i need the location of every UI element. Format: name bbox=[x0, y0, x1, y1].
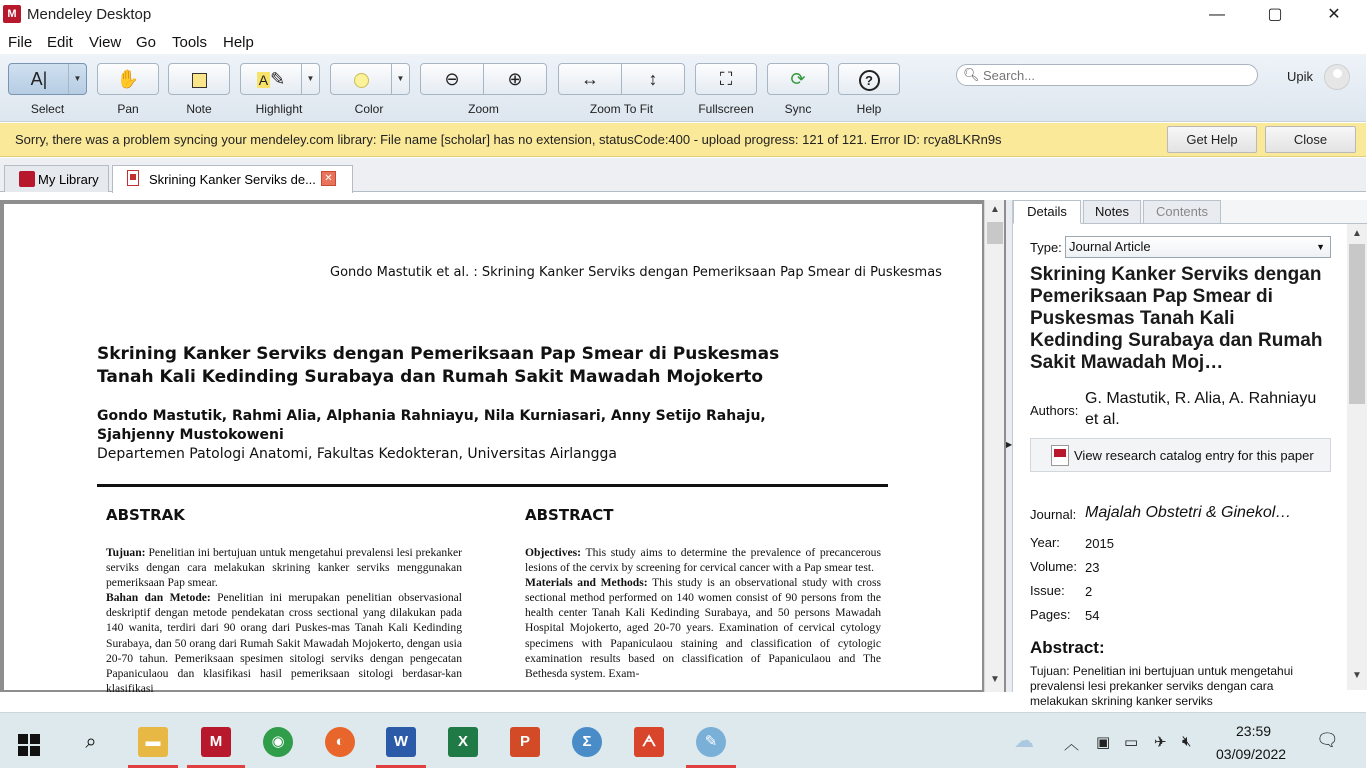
scroll-up-icon[interactable]: ▲ bbox=[990, 204, 1000, 215]
abstrak-paragraph: Tujuan: Penelitian ini bertujuan untuk mengetahui prevalensi lesi prekanker serviks dengan cara melakukan skrining kanker serviks menggunakan pemeriksaan Pap smear. bbox=[106, 546, 462, 590]
select-label: Select bbox=[30, 102, 65, 116]
menu-bar bbox=[0, 30, 1366, 54]
abstract-column bbox=[525, 545, 881, 681]
abstract-heading: Abstract: bbox=[1030, 638, 1105, 657]
pdf-title bbox=[97, 343, 779, 389]
tab-pdf-document[interactable] bbox=[112, 165, 353, 193]
notifications-icon[interactable]: 🗨︎ bbox=[1316, 730, 1339, 750]
vertical-arrows-icon: ↕ bbox=[648, 69, 658, 89]
zoom-out-button[interactable] bbox=[420, 63, 484, 95]
pdf-authors-line: Gondo Mastutik, Rahmi Alia, Alphania Rahniayu, Nila Kurniasari, Anny Setijo Rahaju, bbox=[97, 408, 766, 424]
pdf-affiliation: Departemen Patologi Anatomi, Fakultas Kedokteran, Universitas Airlangga bbox=[97, 446, 617, 462]
catalog-button-label: View research catalog entry for this paper bbox=[1074, 448, 1314, 463]
menu-help[interactable]: Help bbox=[223, 34, 254, 51]
scroll-down-icon[interactable]: ▼ bbox=[1352, 670, 1362, 681]
pdf-divider bbox=[97, 484, 888, 487]
abstract-text[interactable]: Tujuan: Penelitian ini bertujuan untuk mengetahui prevalensi lesi prekanker serviks dengan cara melakukan skrining kanker serviks bbox=[1030, 664, 1294, 708]
sync-error-message: Sorry, there was a problem syncing your mendeley.com library: File name [scholar] has no extension, statusCode:400 - upload progress: 121 of 121. Error ID: rcya8LKRn9s bbox=[15, 132, 1002, 147]
mendeley-logo-icon: M bbox=[3, 5, 21, 23]
search-icon: 🔍︎ bbox=[963, 67, 980, 82]
sticky-note-icon bbox=[169, 64, 229, 94]
sync-icon: ⟳ bbox=[790, 69, 806, 89]
search-icon[interactable]: ⌕ bbox=[85, 731, 97, 753]
highlight-label: Highlight bbox=[255, 102, 303, 116]
sync-error-bar bbox=[0, 123, 1366, 157]
file-explorer-icon[interactable]: ▬ bbox=[138, 727, 168, 757]
highlight-tool-button[interactable] bbox=[240, 63, 320, 95]
document-authors[interactable]: G. Mastutik, R. Alia, A. Rahniayu et al. bbox=[1085, 390, 1317, 428]
help-label: Help bbox=[856, 102, 882, 116]
volume-muted-icon[interactable]: 🔇︎ bbox=[1182, 733, 1192, 750]
note-tool-button[interactable] bbox=[168, 63, 230, 95]
abstract-paragraph: Materials and Methods: This study is an observational study with cross sectional method performed on 140 women consist of 90 persons from the health center Tanah Kali Kedinding Surabaya, and 50 persons Mawadah Hospital Mojokerto, aged 20-70 years. Examination of cervical cytology specimens with Papaniculaou staining and classification of cytologic examination results based on classification of Papaniculaou and The Bethesda system. Exam- bbox=[525, 576, 881, 680]
help-icon: ? bbox=[839, 64, 899, 94]
details-tab-bar bbox=[1013, 200, 1367, 224]
help-button[interactable] bbox=[838, 63, 900, 95]
title-bar bbox=[0, 0, 1366, 30]
search-input[interactable] bbox=[983, 67, 1253, 83]
pan-label: Pan bbox=[117, 102, 139, 116]
pages-value[interactable]: 54 bbox=[1085, 608, 1100, 623]
menu-go[interactable]: Go bbox=[136, 34, 157, 51]
weather-cloud-icon[interactable]: ☁ bbox=[1014, 730, 1034, 752]
chrome-icon[interactable]: ◉ bbox=[263, 727, 293, 757]
select-tool-button[interactable] bbox=[8, 63, 87, 95]
close-notification-button[interactable]: Close bbox=[1265, 126, 1356, 153]
chevron-down-icon: ▼ bbox=[1316, 242, 1325, 252]
hand-icon: ✋ bbox=[116, 69, 140, 89]
tab-details[interactable]: Details bbox=[1013, 200, 1081, 224]
firefox-icon[interactable]: ◐ bbox=[325, 727, 355, 757]
horizontal-arrows-icon: ↔ bbox=[581, 69, 599, 89]
user-name[interactable]: Upik bbox=[1287, 69, 1314, 84]
zoom-in-icon: ⊕ bbox=[507, 69, 523, 89]
fit-width-button[interactable] bbox=[558, 63, 622, 95]
pdf-authors-line: Sjahjenny Mustokoweni bbox=[97, 427, 284, 443]
tab-label: Skrining Kanker Serviks de... bbox=[149, 172, 316, 187]
minimize-button[interactable]: — bbox=[1209, 6, 1225, 23]
year-value[interactable]: 2015 bbox=[1085, 536, 1114, 551]
abstrak-heading: ABSTRAK bbox=[106, 506, 185, 524]
details-content bbox=[1013, 224, 1347, 708]
pdf-title-line: Tanah Kali Kedinding Surabaya dan Rumah Sakit Mawadah Mojokerto bbox=[97, 367, 764, 387]
battery-icon[interactable]: ▭ bbox=[1124, 734, 1139, 751]
show-hidden-icons-icon[interactable]: ︿ bbox=[1064, 736, 1080, 753]
fullscreen-icon: ⛶ bbox=[719, 69, 733, 89]
journal-label: Journal: bbox=[1030, 507, 1077, 522]
pdf-scrollbar[interactable] bbox=[984, 200, 1004, 692]
tab-my-library[interactable] bbox=[4, 165, 109, 192]
tab-contents[interactable]: Contents bbox=[1143, 200, 1221, 224]
pdf-title-line: Skrining Kanker Serviks dengan Pemeriksaan Pap Smear di Puskesmas bbox=[97, 344, 780, 364]
zoom-out-icon: ⊖ bbox=[444, 69, 460, 89]
fit-height-button[interactable] bbox=[621, 63, 685, 95]
volume-value[interactable]: 23 bbox=[1085, 560, 1100, 575]
journal-value[interactable]: Majalah Obstetri & Ginekol… bbox=[1085, 504, 1292, 521]
zoom-to-fit-label: Zoom To Fit bbox=[589, 102, 654, 116]
menu-file[interactable]: File bbox=[8, 34, 33, 51]
scrollbar-thumb[interactable] bbox=[987, 222, 1003, 244]
abstrak-column bbox=[106, 545, 462, 696]
meet-now-icon[interactable]: ▣ bbox=[1096, 734, 1111, 751]
issue-label: Issue: bbox=[1030, 583, 1065, 598]
text-select-icon: A| bbox=[30, 69, 48, 89]
year-label: Year: bbox=[1030, 535, 1060, 550]
fullscreen-label: Fullscreen bbox=[698, 102, 754, 116]
zoom-in-button[interactable] bbox=[483, 63, 547, 95]
menu-tools[interactable]: Tools bbox=[172, 34, 208, 51]
document-title[interactable]: Skrining Kanker Serviks dengan Pemeriksaan Pap Smear di Puskesmas Tanah Kali Kedinding Surabaya dan Rumah Sakit Mawadah Moj… bbox=[1030, 264, 1323, 373]
excel-icon[interactable]: X bbox=[448, 727, 478, 757]
fullscreen-button[interactable] bbox=[695, 63, 757, 95]
pdf-running-header: Gondo Mastutik et al. : Skrining Kanker Serviks dengan Pemeriksaan Pap Smear di Puskesmas bbox=[330, 265, 942, 280]
menu-edit[interactable]: Edit bbox=[47, 34, 73, 51]
sync-button[interactable] bbox=[767, 63, 829, 95]
powerpoint-icon[interactable]: P bbox=[510, 727, 540, 757]
zoom-label: Zoom bbox=[468, 102, 499, 116]
pdf-file-icon bbox=[127, 170, 139, 186]
close-tab-icon[interactable]: ✕ bbox=[321, 171, 336, 186]
chevron-down-icon[interactable]: ▼ bbox=[391, 64, 409, 94]
word-icon[interactable]: W bbox=[386, 727, 416, 757]
abstract-heading: ABSTRACT bbox=[525, 506, 614, 524]
type-selected-value: Journal Article bbox=[1069, 239, 1151, 254]
airplane-mode-icon[interactable]: ✈ bbox=[1154, 734, 1167, 751]
windows-taskbar bbox=[0, 712, 1366, 768]
highlighter-icon: A ✎ bbox=[258, 69, 286, 89]
close-window-button[interactable]: ✕ bbox=[1327, 6, 1341, 23]
chevron-down-icon[interactable]: ▼ bbox=[68, 64, 86, 94]
volume-label: Volume: bbox=[1030, 559, 1077, 574]
mendeley-app-icon[interactable]: M bbox=[201, 727, 231, 757]
mendeley-logo-icon bbox=[19, 171, 35, 187]
pdf-viewer[interactable] bbox=[0, 200, 1006, 695]
collapse-arrow-icon[interactable]: ▶ bbox=[1006, 440, 1013, 449]
issue-value[interactable]: 2 bbox=[1085, 584, 1093, 599]
avatar[interactable] bbox=[1324, 64, 1350, 90]
clock-date[interactable]: 03/09/2022 bbox=[1216, 746, 1287, 762]
details-panel bbox=[1012, 200, 1366, 708]
scroll-down-icon[interactable]: ▼ bbox=[990, 674, 1000, 685]
math-app-icon[interactable]: Σ bbox=[572, 727, 602, 757]
pan-tool-button[interactable] bbox=[97, 63, 159, 95]
abstrak-paragraph: Bahan dan Metode: Penelitian ini merupakan penelitian observasional deskriptif dengan metode pendekatan cross sectional yang dilakukan pada 140 wanita, terdiri dari 90 orang dari Puskes-mas Tanah Kali Kedinding Surabaya, dan 50 orang dari Rumah Sakit Mawadah Mojokerto, dengan usia 20-70 tahun. Pemeriksaan spesimen sitologi serviks dengan pengecatan Papaniculaou dan klasifikasi hasil pemeriksaan sitologi berdasar-kan klasifikasi bbox=[106, 591, 462, 695]
window-title: Mendeley Desktop bbox=[27, 6, 152, 23]
view-catalog-button[interactable] bbox=[1030, 438, 1331, 472]
authors-label: Authors: bbox=[1030, 403, 1079, 418]
scroll-up-icon[interactable]: ▲ bbox=[1352, 228, 1362, 239]
paint-icon[interactable]: ✎ bbox=[696, 727, 726, 757]
details-scrollbar[interactable] bbox=[1347, 224, 1367, 690]
abstract-paragraph: Objectives: This study aims to determine the prevalence of precancerous lesions of the cervix by screening for cervical cancer with a Pap smear test. bbox=[525, 546, 881, 575]
pdf-reader-icon[interactable]: ᗅ bbox=[634, 727, 664, 757]
type-label: Type: bbox=[1030, 240, 1062, 255]
pdf-authors bbox=[97, 407, 777, 445]
menu-view[interactable]: View bbox=[89, 34, 122, 51]
tab-label: My Library bbox=[38, 172, 99, 187]
chevron-down-icon[interactable]: ▼ bbox=[301, 64, 319, 94]
maximize-button[interactable]: ▢ bbox=[1267, 6, 1283, 23]
tab-notes[interactable]: Notes bbox=[1083, 200, 1141, 224]
pages-label: Pages: bbox=[1030, 607, 1071, 622]
note-label: Note bbox=[186, 102, 212, 116]
sync-label: Sync bbox=[784, 102, 812, 116]
search-box[interactable] bbox=[956, 64, 1258, 86]
mendeley-catalog-icon bbox=[1051, 445, 1069, 466]
pdf-page[interactable] bbox=[4, 204, 982, 695]
document-tab-bar bbox=[0, 158, 1366, 192]
windows-start-icon[interactable] bbox=[18, 734, 40, 756]
color-label: Color bbox=[354, 102, 384, 116]
color-picker-button[interactable] bbox=[330, 63, 410, 95]
clock-time[interactable]: 23:59 bbox=[1236, 723, 1272, 739]
scrollbar-thumb[interactable] bbox=[1349, 244, 1365, 404]
type-select[interactable] bbox=[1065, 236, 1331, 258]
get-help-button[interactable]: Get Help bbox=[1167, 126, 1257, 153]
color-swatch-icon bbox=[331, 64, 391, 94]
